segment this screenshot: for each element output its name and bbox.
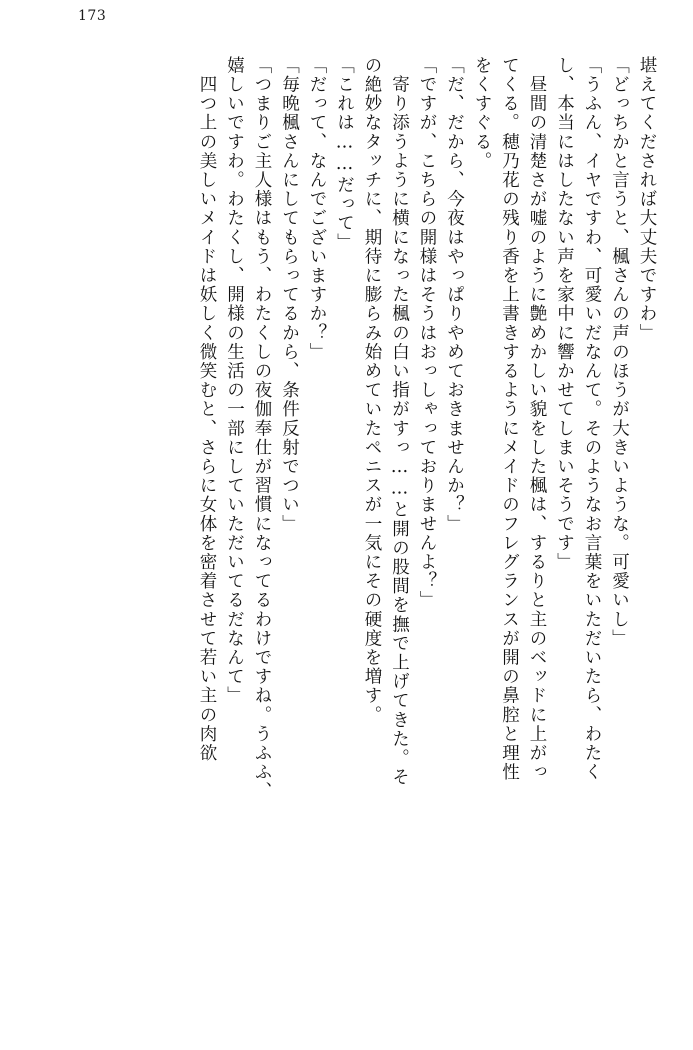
text-line: 「つまりご主人様はもう、わたくしの夜伽奉仕が習慣になってるわけですね。うふふ、 (252, 56, 272, 801)
text-line: 寄り添うように横になった楓の白い指がすっ……と開の股間を撫で上げてきた。そ (389, 56, 410, 787)
text-line: 四つ上の美しいメイドは妖しく微笑むと、さらに女体を密着させて若い主の肉欲 (197, 56, 217, 763)
text-line: 「ですが、こちらの開様はそうはおっしゃっておりませんよ？」 (417, 56, 437, 610)
text-line: 「これは……だって」 (334, 56, 355, 252)
text-line: の絶妙なタッチに、期待に膨らみ始めていたペニスが一気にその硬度を増す。 (362, 56, 382, 725)
text-line: 「だって、なんでございますか？」 (307, 56, 327, 362)
text-line: 「だ、だから、今夜はやっぱりやめておきませんか？」 (444, 56, 465, 534)
text-line: 「毎晩楓さんにしてもらってるから、条件反射でつい」 (279, 56, 300, 534)
text-line: てくる。穂乃花の残り香を上書きするようにメイドのフレグランスが開の鼻腔と理性 (499, 56, 520, 782)
text-line: 堪えてくだされば大丈夫ですわ」 (637, 56, 657, 343)
vertical-text-body (38, 56, 655, 1020)
page-number: 173 (78, 8, 107, 24)
text-line: をくすぐる。 (472, 56, 492, 171)
text-line: 昼間の清楚さが嘘のように艶めかしい貌をした楓は、するりと主のベッドに上がっ (527, 56, 547, 782)
text-line: 嬉しいですわ。わたくし、開様の生活の一部にしていただいてるだなんて」 (224, 56, 245, 706)
text-line: 「うふん、イヤですわ、可愛いだなんて。そのようなお言葉をいただいたら、わたく (582, 56, 602, 782)
text-line: 「どっちかと言うと、楓さんの声のほうが大きいような。可愛いし」 (609, 56, 630, 649)
text-line: し、本当にはしたない声を家中に響かせてしまいそうです」 (554, 56, 575, 572)
